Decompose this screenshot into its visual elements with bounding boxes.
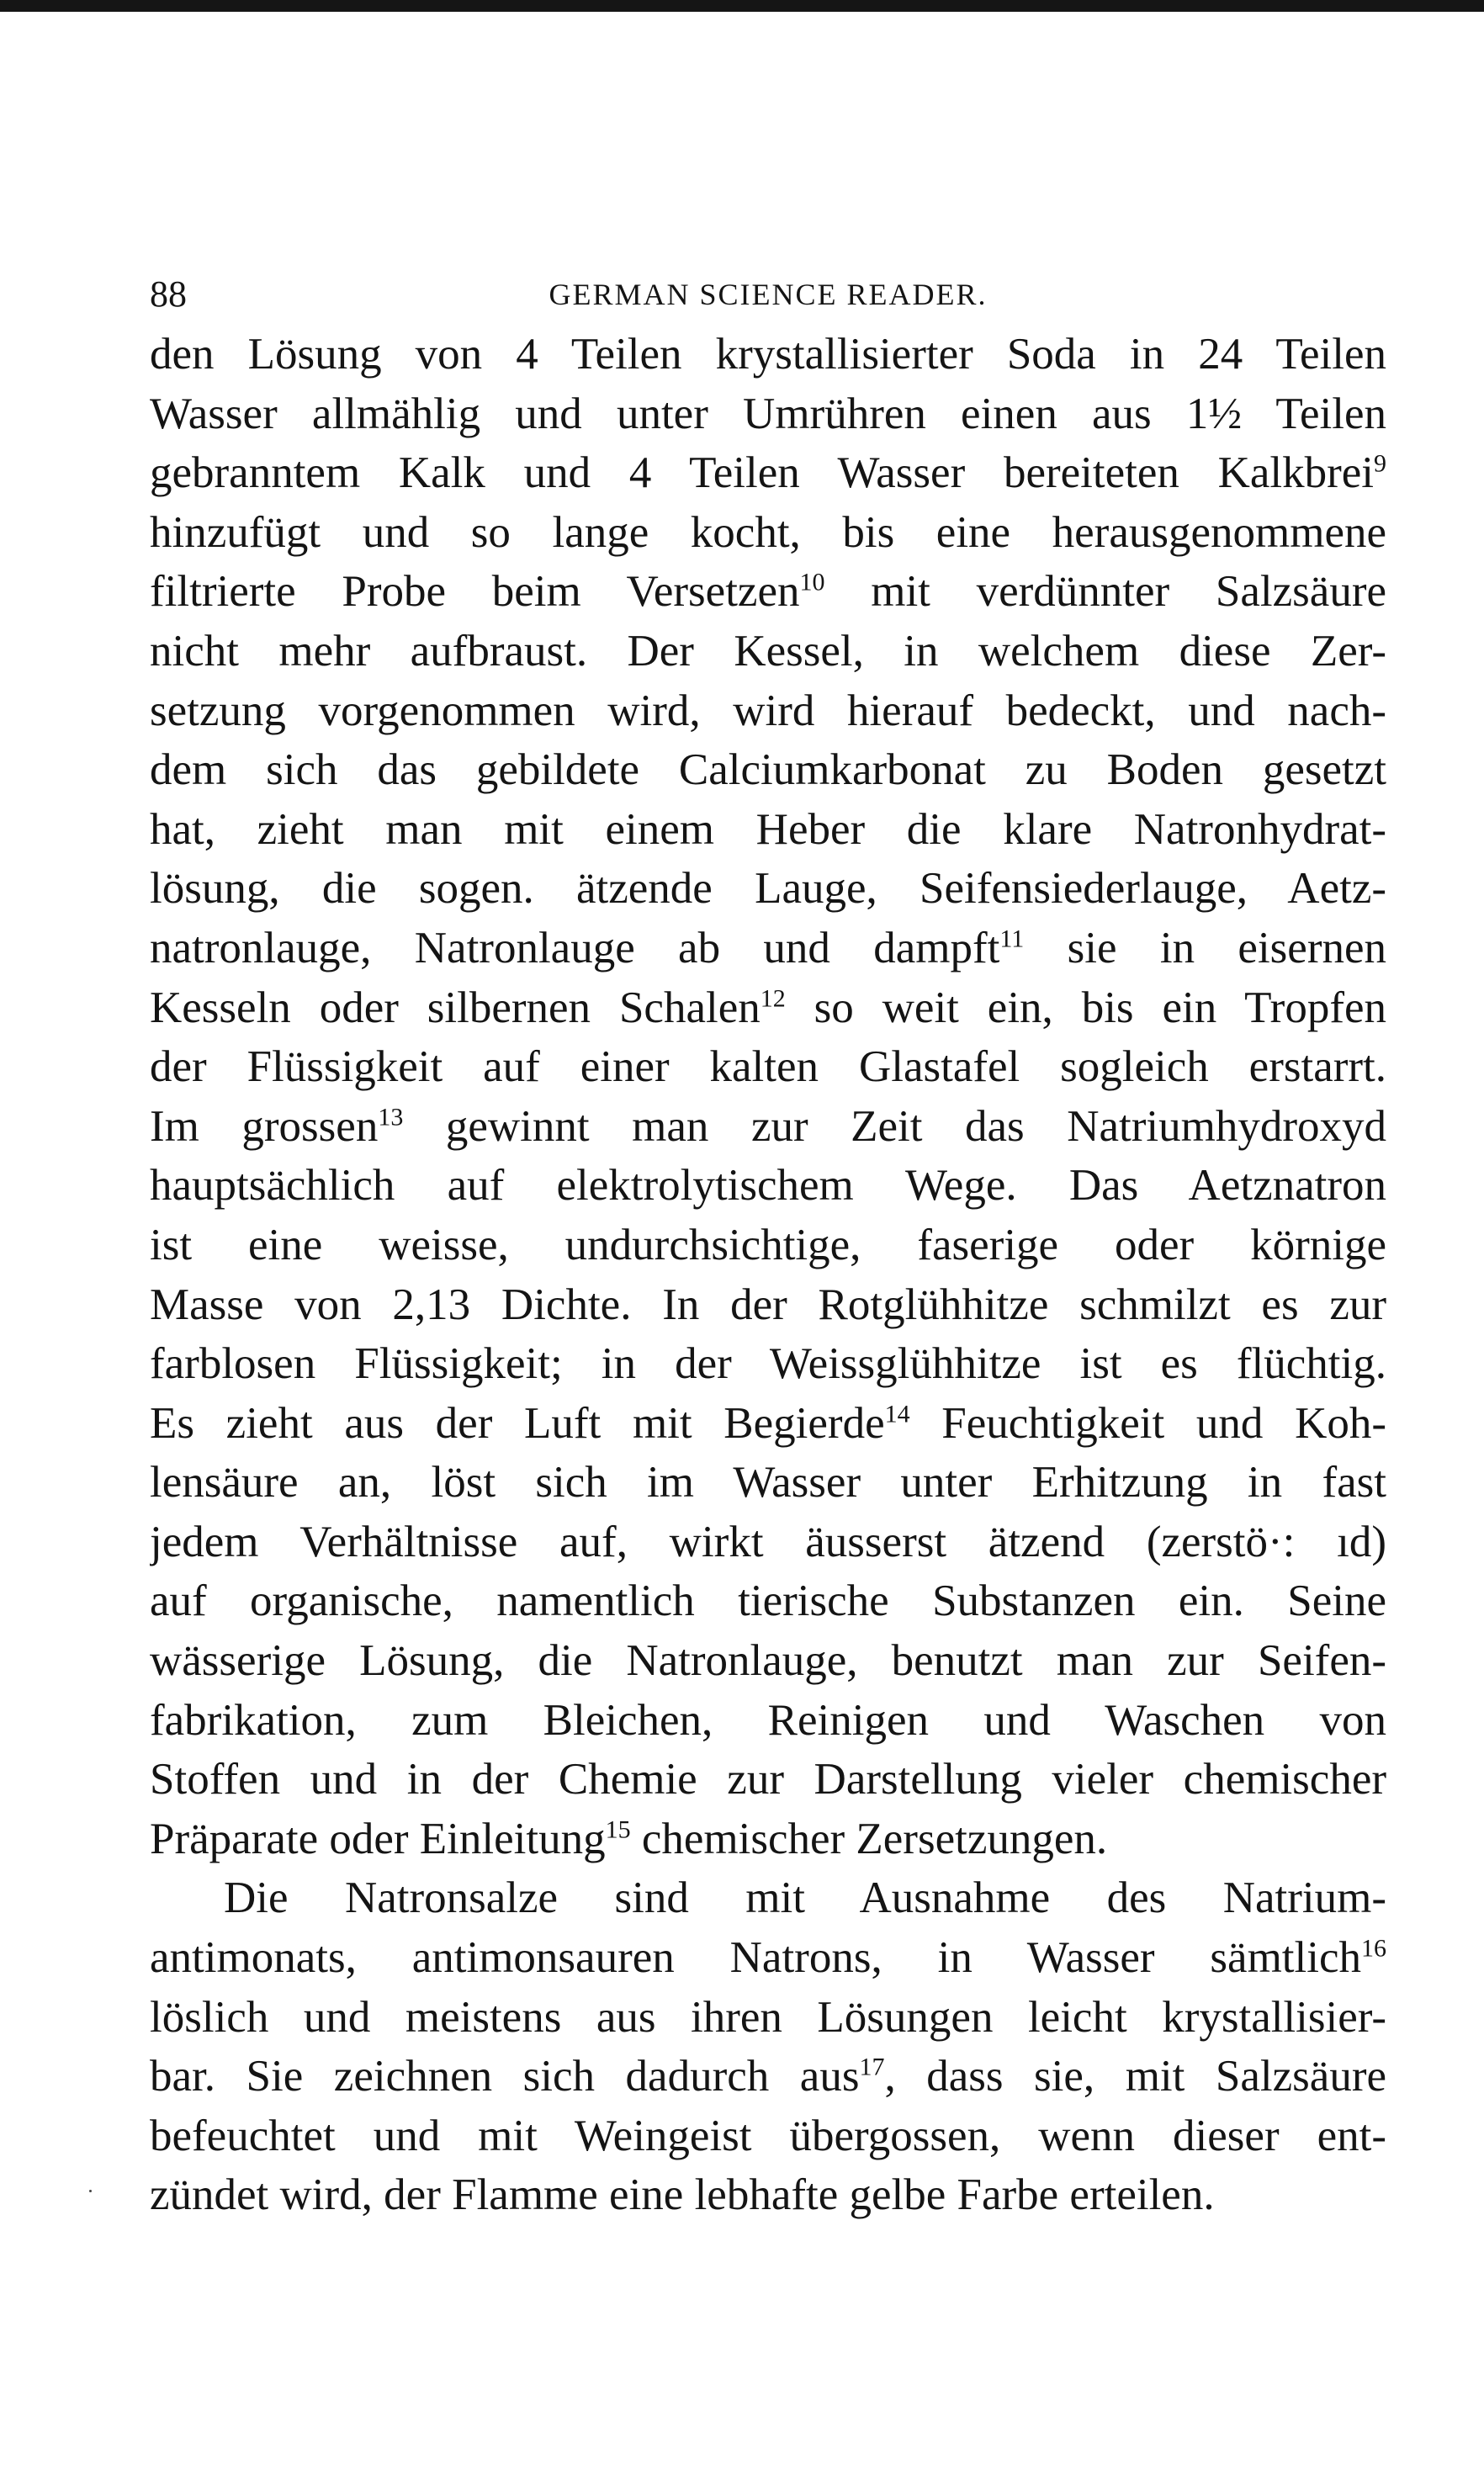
text-line [150, 443, 1386, 503]
footnote-marker: 10 [799, 568, 825, 596]
text-segment: Kesseln oder silbernen Schalen [150, 983, 761, 1032]
footnote-marker: 13 [378, 1103, 404, 1131]
text-line [150, 1037, 1386, 1097]
text-line [150, 622, 1386, 681]
text-segment: Feuchtigkeit und Koh- [909, 1398, 1386, 1448]
text-line [150, 1275, 1386, 1335]
text-segment: gewinnt man zur Zeit das Natriumhydroxyd [403, 1101, 1386, 1151]
text-line [150, 800, 1386, 860]
text-segment: jedem Verhältnisse auf, wirkt äusserst ätzend (zerstö·: ıd) [150, 1517, 1386, 1566]
text-line [150, 1394, 1386, 1454]
text-segment: bar. Sie zeichnen sich dadurch aus [150, 2052, 860, 2101]
text-line [150, 1334, 1386, 1394]
paragraph [150, 1868, 1386, 2225]
text-line [150, 2047, 1386, 2106]
text-line [150, 2106, 1386, 2166]
text-segment: den Lösung von 4 Teilen krystallisierter Soda in 24 Teilen [150, 330, 1386, 379]
footnote-marker: 15 [605, 1815, 631, 1844]
text-line [150, 1156, 1386, 1216]
text-line [150, 1988, 1386, 2048]
speck-mark [89, 2190, 92, 2192]
text-line [150, 740, 1386, 800]
footnote-marker: 16 [1361, 1934, 1386, 1963]
text-line [150, 1631, 1386, 1691]
text-segment: zündet wird, der Flamme eine lebhafte gelbe Farbe erteilen. [150, 2170, 1215, 2220]
text-segment: filtrierte Probe beim Versetzen [150, 567, 800, 617]
footnote-marker: 11 [999, 925, 1025, 953]
text-line [150, 562, 1386, 622]
text-segment: lösung, die sogen. ätzende Lauge, Seifensiederlauge, Aetz- [150, 864, 1386, 914]
text-line [150, 1216, 1386, 1275]
text-segment: , dass sie, mit Salzsäure [884, 2052, 1386, 2101]
text-line [150, 681, 1386, 741]
text-segment: nicht mehr aufbraust. Der Kessel, in welchem diese Zer- [150, 626, 1386, 676]
text-segment: Wasser allmählig und unter Umrühren einen aus 1½ Teilen [150, 389, 1386, 438]
text-line [150, 1750, 1386, 1810]
footnote-marker: 9 [1374, 449, 1386, 478]
text-segment: setzung vorgenommen wird, wird hierauf bedeckt, und nach- [150, 686, 1386, 735]
text-segment: befeuchtet und mit Weingeist übergossen, wenn dieser ent- [150, 2111, 1386, 2160]
paragraph [150, 325, 1386, 1868]
book-page [150, 269, 1386, 2225]
text-segment: so weit ein, bis ein Tropfen [785, 983, 1386, 1032]
text-segment: ist eine weisse, undurchsichtige, faserige oder körnige [150, 1220, 1386, 1269]
body-text [150, 325, 1386, 2225]
text-line [150, 325, 1386, 384]
text-segment: Masse von 2,13 Dichte. In der Rotglühhitze schmilzt es zur [150, 1280, 1386, 1329]
text-line [150, 1097, 1386, 1157]
running-title: GERMAN SCIENCE READER. [549, 278, 988, 311]
text-segment: wässerige Lösung, die Natronlauge, benutzt man zur Seifen- [150, 1636, 1386, 1686]
running-head [150, 269, 1386, 320]
text-line [150, 1810, 1386, 1869]
text-segment: Stoffen und in der Chemie zur Darstellung vieler chemischer [150, 1755, 1386, 1804]
text-line [150, 1453, 1386, 1513]
footnote-marker: 17 [859, 2053, 885, 2081]
footnote-marker: 12 [760, 983, 786, 1012]
page-number: 88 [150, 273, 187, 315]
text-segment: Die Natronsalze sind mit Ausnahme des Natrium- [224, 1873, 1386, 1923]
text-segment: Präparate oder Einleitung [150, 1814, 606, 1863]
text-segment: hinzufügt und so lange kocht, bis eine herausgenommene [150, 507, 1386, 557]
text-segment: der Flüssigkeit auf einer kalten Glastafel sogleich erstarrt. [150, 1042, 1386, 1092]
text-line [150, 2165, 1386, 2225]
text-segment: chemischer Zersetzungen. [630, 1814, 1108, 1863]
text-segment: farblosen Flüssigkeit; in der Weissglühhitze ist es flüchtig. [150, 1339, 1386, 1389]
text-line [150, 978, 1386, 1038]
text-line [150, 1928, 1386, 1988]
text-line [150, 1513, 1386, 1572]
text-segment: mit verdünnter Salzsäure [824, 567, 1386, 617]
text-line [150, 503, 1386, 563]
text-segment: gebranntem Kalk und 4 Teilen Wasser bereiteten Kalkbrei [150, 448, 1374, 498]
text-segment: Es zieht aus der Luft mit Begierde [150, 1398, 885, 1448]
text-line [150, 1691, 1386, 1751]
text-segment: dem sich das gebildete Calciumkarbonat zu Boden gesetzt [150, 745, 1386, 795]
text-segment: Im grossen [150, 1101, 379, 1151]
text-segment: hat, zieht man mit einem Heber die klare Natronhydrat- [150, 804, 1386, 854]
text-segment: auf organische, namentlich tierische Substanzen ein. Seine [150, 1576, 1386, 1626]
text-segment: hauptsächlich auf elektrolytischem Wege. Das Aetznatron [150, 1161, 1386, 1211]
text-line [150, 1868, 1386, 1928]
text-segment: antimonats, antimonsauren Natrons, in Wasser sämtlich [150, 1933, 1361, 1983]
text-line [150, 1571, 1386, 1631]
text-segment: sie in eisernen [1024, 923, 1386, 972]
text-line [150, 919, 1386, 978]
text-line [150, 859, 1386, 919]
text-segment: fabrikation, zum Bleichen, Reinigen und Waschen von [150, 1695, 1386, 1745]
text-segment: löslich und meistens aus ihren Lösungen leicht krystallisier- [150, 1992, 1386, 2042]
page-top-edge [0, 0, 1484, 12]
text-line [150, 384, 1386, 444]
footnote-marker: 14 [884, 1400, 910, 1428]
text-segment: lensäure an, löst sich im Wasser unter Erhitzung in fast [150, 1458, 1386, 1508]
text-segment: natronlauge, Natronlauge ab und dampft [150, 923, 1000, 972]
